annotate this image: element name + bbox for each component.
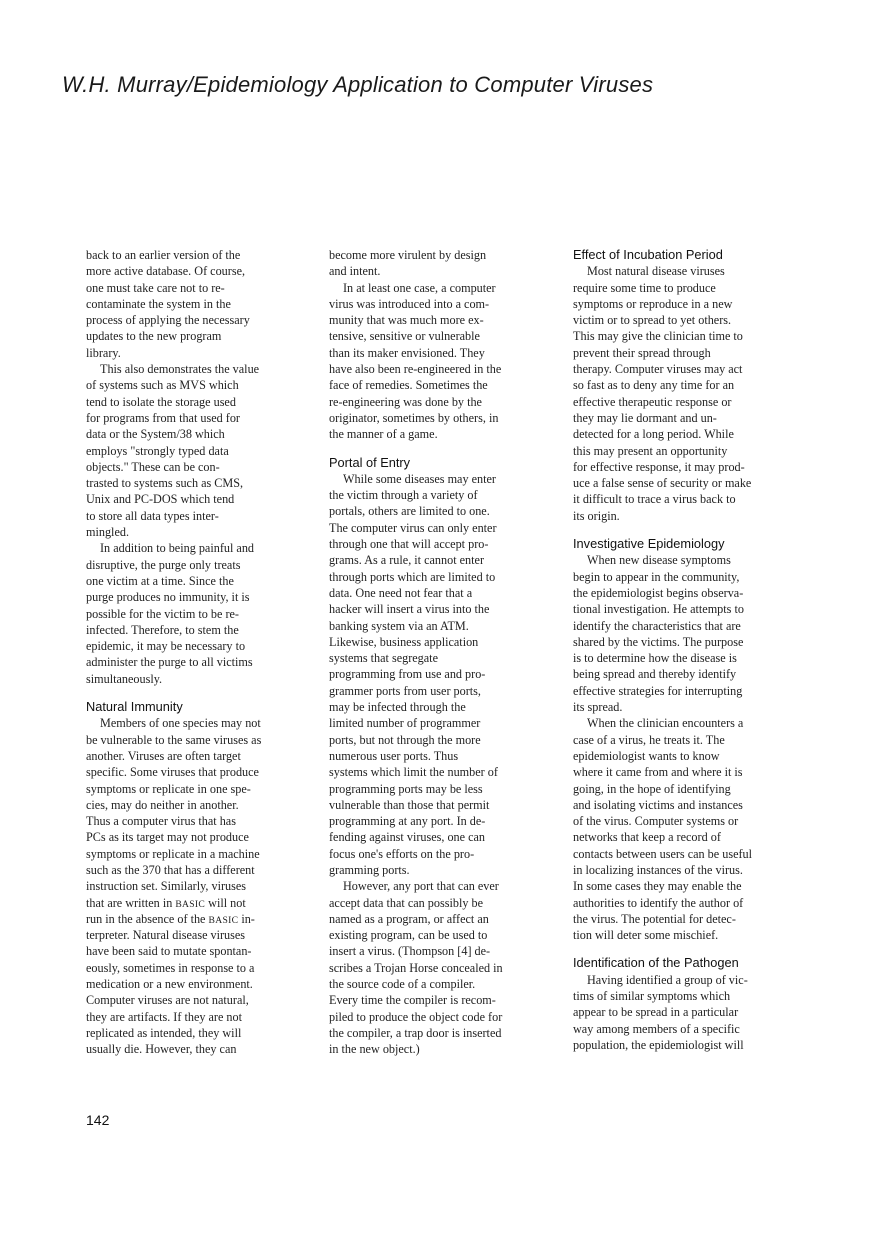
text-line: require some time to produce — [573, 280, 716, 295]
text-line: grammer ports from user ports, — [329, 683, 481, 698]
running-head: W.H. Murray/Epidemiology Application to Computer Viruses — [62, 72, 654, 97]
text-line: objects." These can be con- — [86, 459, 220, 474]
text-line: through one that will accept pro- — [329, 537, 489, 552]
text-line: updates to the new program — [86, 329, 222, 344]
text-line: administer the purge to all victims — [86, 655, 253, 670]
text-line: This may give the clinician time to — [573, 329, 743, 344]
text-line: terpreter. Natural disease viruses — [86, 928, 246, 943]
text-line: the manner of a game. — [329, 427, 438, 442]
text-line: another. Viruses are often target — [86, 748, 241, 763]
text-line: being spread and thereby identify — [573, 667, 737, 682]
text-line: effective therapeutic response or — [573, 394, 732, 409]
text-line: Thus a computer virus that has — [86, 814, 236, 829]
text-line: for effective response, it may prod- — [573, 459, 745, 474]
text-line: that are written in BASIC will not — [86, 895, 246, 910]
text-line: instruction set. Similarly, viruses — [86, 879, 247, 894]
text-line: virus was introduced into a com- — [329, 296, 490, 311]
text-column-1 — [86, 247, 304, 1058]
text-line: of systems such as MVS which — [86, 378, 239, 393]
text-line: through ports which are limited to — [329, 569, 496, 584]
text-line: While some diseases may enter — [343, 471, 496, 486]
text-line: and isolating victims and instances — [573, 797, 743, 812]
text-line: therapy. Computer viruses may act — [573, 362, 743, 377]
section-heading-natural-immunity: Natural Immunity — [86, 699, 183, 715]
text-line: programming from use and pro- — [329, 667, 486, 682]
page-number: 142 — [86, 1112, 110, 1128]
text-line: This also demonstrates the value — [100, 362, 260, 377]
text-line: named as a program, or affect an — [329, 911, 489, 926]
text-line: Unix and PC-DOS which tend — [86, 492, 235, 507]
text-line: have been said to mutate spontan- — [86, 944, 252, 959]
text-line: it difficult to trace a virus back to — [573, 492, 736, 507]
section-heading-identification-of-pathogen: Identification of the Pathogen — [573, 955, 739, 971]
text-line: Every time the compiler is recom- — [329, 993, 496, 1008]
text-line: scribes a Trojan Horse concealed in — [329, 960, 503, 975]
text-line: Members of one species may not — [100, 716, 261, 731]
text-line: become more virulent by design — [329, 248, 487, 262]
text-line: symptoms or replicate in a machine — [86, 846, 260, 861]
text-line: data or the System/38 which — [86, 427, 225, 442]
text-line: victim or to spread to yet others. — [573, 313, 732, 328]
text-line: for programs from that used for — [86, 410, 240, 425]
text-line: they may lie dormant and un- — [573, 410, 717, 425]
text-line: limited number of programmer — [329, 716, 481, 731]
text-line: When the clinician encounters a — [587, 716, 744, 731]
text-line: its spread. — [573, 700, 623, 715]
text-line: back to an earlier version of the — [86, 248, 241, 262]
text-line: the source code of a compiler. — [329, 977, 476, 992]
text-line: the epidemiologist begins observa- — [573, 585, 744, 600]
text-line: epidemic, it may be necessary to — [86, 639, 246, 654]
text-line: way among members of a specific — [573, 1021, 740, 1036]
text-line: detected for a long period. While — [573, 427, 734, 442]
text-line: programming at any port. In de- — [329, 814, 486, 829]
text-line: usually die. However, they can — [86, 1042, 237, 1057]
text-line: piled to produce the object code for — [329, 1009, 503, 1024]
text-line: munity that was much more ex- — [329, 313, 484, 328]
text-line: shared by the victims. The purpose — [573, 634, 744, 649]
text-line: disruptive, the purge only treats — [86, 557, 241, 572]
text-line: networks that keep a record of — [573, 830, 721, 845]
text-line: grams. As a rule, it cannot enter — [329, 553, 485, 568]
text-line: In some cases they may enable the — [573, 879, 742, 894]
section-heading-portal-of-entry: Portal of Entry — [329, 454, 411, 470]
text-line: systems which limit the number of — [329, 765, 498, 780]
text-line: is to determine how the disease is — [573, 651, 737, 666]
text-line: its origin. — [573, 508, 620, 523]
text-line: numerous user ports. Thus — [329, 748, 459, 763]
section-heading-investigative-epidemiology: Investigative Epidemiology — [573, 536, 725, 552]
text-line: The computer virus can only enter — [329, 520, 497, 535]
text-line: effective strategies for interrupting — [573, 683, 743, 698]
text-column-2 — [329, 247, 547, 1058]
text-line: cies, may do neither in another. — [86, 797, 239, 812]
text-line: this may present an opportunity — [573, 443, 728, 458]
text-line: data. One need not fear that a — [329, 585, 473, 600]
text-line: process of applying the necessary — [86, 313, 250, 328]
text-line: more active database. Of course, — [86, 264, 246, 279]
text-line: ports, but not through the more — [329, 732, 481, 747]
text-line: and intent. — [329, 264, 381, 279]
text-line: the compiler, a trap door is inserted — [329, 1025, 502, 1040]
text-line: tional investigation. He attempts to — [573, 602, 744, 617]
text-line: such as the 370 that has a different — [86, 862, 255, 877]
text-line: tensive, sensitive or vulnerable — [329, 329, 480, 344]
text-line: of the virus. Computer systems or — [573, 814, 739, 829]
text-line: purge produces no immunity, it is — [86, 590, 250, 605]
text-line: employs "strongly typed data — [86, 443, 229, 458]
text-line: have also been re-engineered in the — [329, 362, 502, 377]
text-line: uce a false sense of security or make — [573, 476, 752, 491]
text-line: authorities to identify the author of — [573, 895, 744, 910]
text-line: tion will deter some mischief. — [573, 928, 719, 943]
text-line: In at least one case, a computer — [343, 280, 496, 295]
text-line: case of a virus, he treats it. The — [573, 732, 725, 747]
text-line: specific. Some viruses that produce — [86, 765, 259, 780]
text-line: tims of similar symptoms which — [573, 989, 731, 1004]
text-line: banking system via an ATM. — [329, 618, 469, 633]
text-line: be vulnerable to the same viruses as — [86, 732, 262, 747]
text-line: where it came from and where it is — [573, 765, 743, 780]
text-line: Most natural disease viruses — [587, 264, 725, 279]
text-line: so fast as to deny any time for an — [573, 378, 735, 393]
text-line: Having identified a group of vic- — [587, 972, 748, 987]
text-line: hacker will insert a virus into the — [329, 602, 490, 617]
text-line: simultaneously. — [86, 671, 163, 686]
text-line: identify the characteristics that are — [573, 618, 741, 633]
text-line: In addition to being painful and — [100, 541, 255, 556]
text-line: replicated as intended, they will — [86, 1025, 242, 1040]
text-line: in localizing instances of the virus. — [573, 862, 743, 877]
text-line: going, in the hope of identifying — [573, 781, 731, 796]
text-line: infected. Therefore, to stem the — [86, 622, 239, 637]
text-line: When new disease symptoms — [587, 553, 731, 568]
text-line: population, the epidemiologist will — [573, 1037, 744, 1052]
text-line: existing program, can be used to — [329, 928, 488, 943]
text-line: symptoms or reproduce in a new — [573, 296, 733, 311]
text-line: originator, sometimes by others, in — [329, 410, 499, 425]
text-line: run in the absence of the BASIC in- — [86, 911, 255, 926]
text-line: one must take care not to re- — [86, 280, 225, 295]
text-line: vulnerable than those that permit — [329, 797, 490, 812]
text-line: the victim through a variety of — [329, 488, 478, 503]
text-line: programming ports may be less — [329, 781, 483, 796]
text-line: medication or a new environment. — [86, 977, 253, 992]
text-line: they are artifacts. If they are not — [86, 1009, 242, 1024]
text-line: one victim at a time. Since the — [86, 573, 234, 588]
text-line: eously, sometimes in response to a — [86, 960, 255, 975]
text-line: focus one's efforts on the pro- — [329, 846, 475, 861]
text-line: gramming ports. — [329, 862, 410, 877]
text-line: library. — [86, 345, 121, 360]
text-line: the virus. The potential for detec- — [573, 911, 736, 926]
text-line: in the new object.) — [329, 1042, 420, 1057]
text-line: face of remedies. Sometimes the — [329, 378, 488, 393]
text-line: contacts between users can be useful — [573, 846, 753, 861]
text-line: symptoms or replicate in one spe- — [86, 781, 251, 796]
text-line: insert a virus. (Thompson [4] de- — [329, 944, 491, 959]
text-line: possible for the victim to be re- — [86, 606, 239, 621]
text-line: trasted to systems such as CMS, — [86, 476, 244, 491]
text-line: fending against viruses, one can — [329, 830, 486, 845]
text-line: begin to appear in the community, — [573, 569, 740, 584]
text-line: systems that segregate — [329, 651, 438, 666]
text-line: However, any port that can ever — [343, 879, 499, 894]
text-line: Computer viruses are not natural, — [86, 993, 249, 1008]
text-line: PCs as its target may not produce — [86, 830, 249, 845]
text-line: tend to isolate the storage used — [86, 394, 236, 409]
text-line: Likewise, business application — [329, 634, 479, 649]
text-line: accept data that can possibly be — [329, 895, 483, 910]
text-line: than its maker envisioned. They — [329, 345, 485, 360]
text-line: contaminate the system in the — [86, 296, 231, 311]
text-line: epidemiologist wants to know — [573, 748, 720, 763]
text-line: portals, others are limited to one. — [329, 504, 490, 519]
text-column-3 — [573, 247, 791, 1053]
text-line: to store all data types inter- — [86, 508, 219, 523]
text-line: prevent their spread through — [573, 345, 711, 360]
text-line: may be infected through the — [329, 700, 466, 715]
text-line: re-engineering was done by the — [329, 394, 482, 409]
text-line: appear to be spread in a particular — [573, 1005, 739, 1020]
text-line: mingled. — [86, 525, 129, 540]
section-heading-incubation-period: Effect of Incubation Period — [573, 247, 723, 262]
